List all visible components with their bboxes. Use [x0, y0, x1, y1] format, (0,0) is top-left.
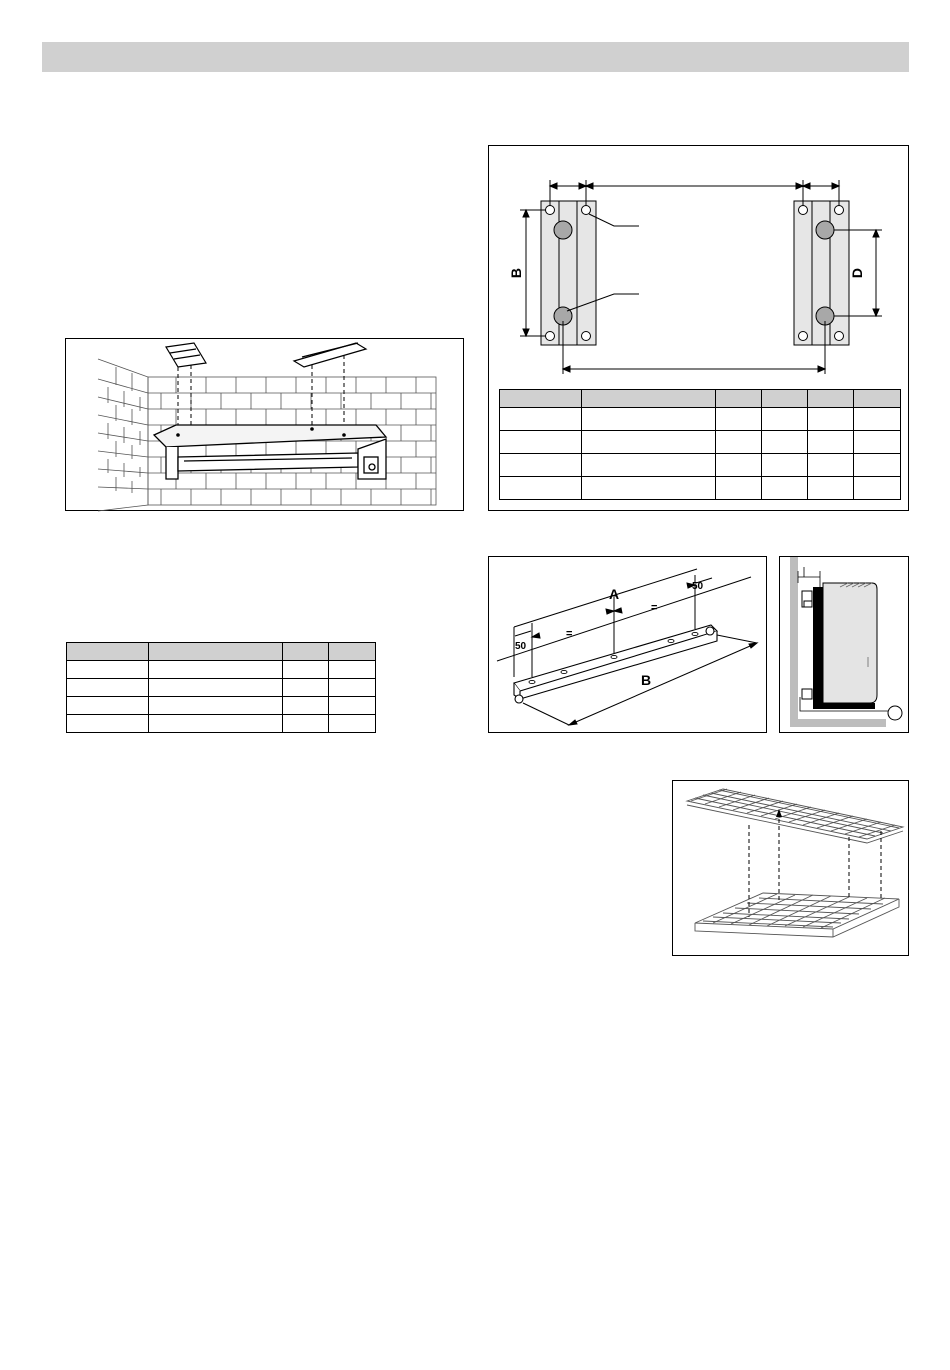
table-header-row [500, 390, 901, 408]
figure-side-view [779, 556, 909, 733]
ceiling-installation-illustration [66, 339, 465, 512]
side-view-drawing [780, 557, 910, 734]
table-row [67, 661, 376, 679]
label-dim-d: D [849, 267, 865, 279]
label-dim-a: A [609, 586, 620, 602]
table-row [500, 431, 901, 454]
table-row [67, 697, 376, 715]
data-table-small [66, 642, 376, 733]
table-header-row [67, 643, 376, 661]
table-row [500, 408, 901, 431]
table-row [500, 477, 901, 500]
label-dim-b: B [641, 672, 652, 688]
figure-bracket-layout [488, 145, 909, 511]
grid-frames-drawing [673, 781, 910, 957]
label-offset-right: 50 [692, 581, 704, 592]
figure-grid-frames [672, 780, 909, 956]
label-equal-2: = [651, 602, 658, 614]
section-header-bar [42, 42, 909, 72]
label-dim-b: B [508, 267, 524, 279]
table-row [500, 454, 901, 477]
label-equal-1: = [566, 628, 573, 640]
rail-dimensions-drawing [489, 557, 768, 734]
figure-ceiling-installation [65, 338, 464, 511]
label-offset-left: 50 [515, 641, 527, 652]
table-row [67, 679, 376, 697]
figure-rail-dimensions [488, 556, 767, 733]
table-row [67, 715, 376, 733]
bracket-layout-drawing [489, 146, 910, 386]
data-table-large [499, 389, 901, 500]
